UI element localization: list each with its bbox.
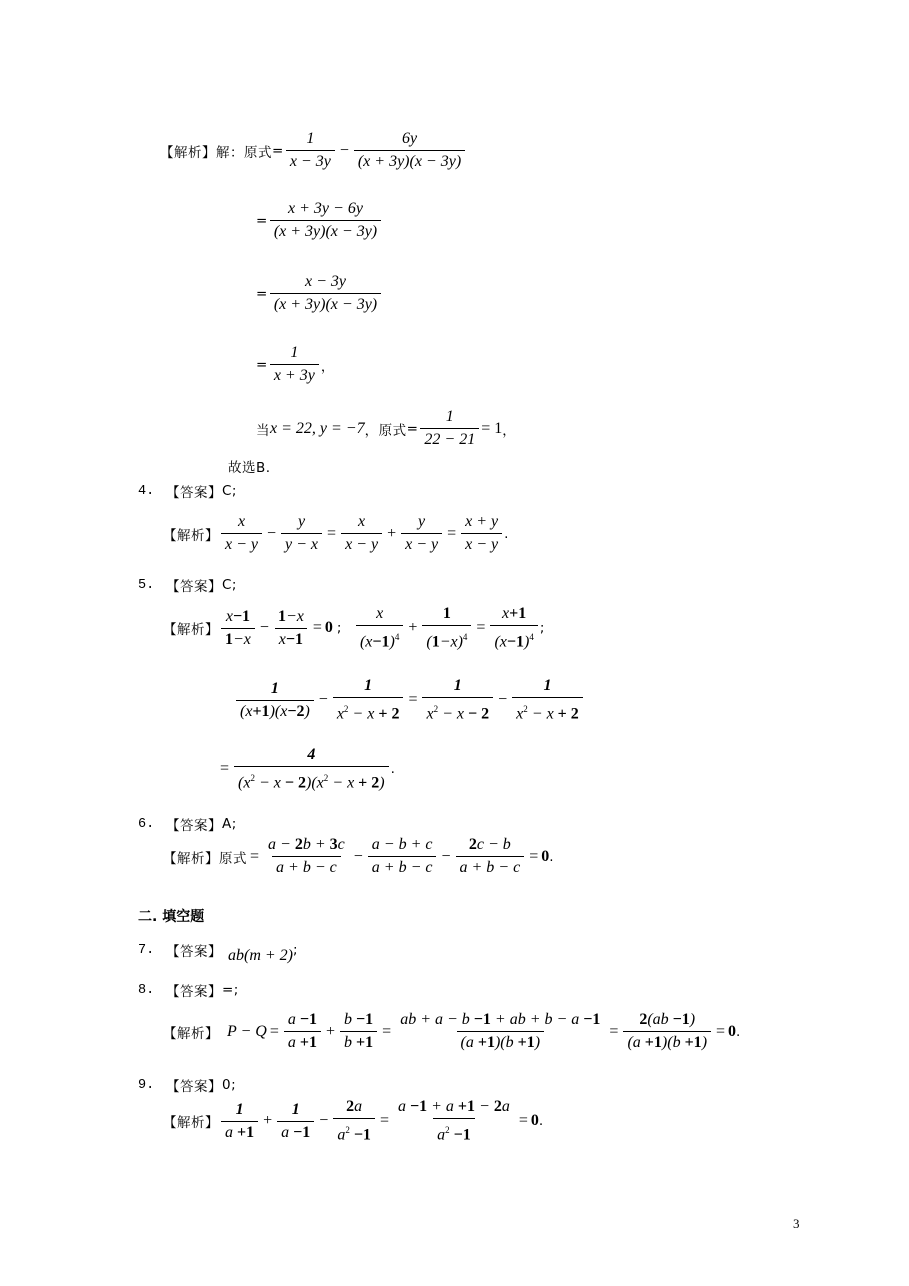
fraction: $\frac{a -1}{a +1}$	[284, 1011, 321, 1052]
q9-answer-line: 9. 【答案】 0;	[138, 1077, 237, 1095]
fraction: $\frac{a - b + c}{a + b - c}$	[368, 836, 437, 877]
analysis-label: 【解析】	[160, 144, 216, 161]
fraction: $\frac{x+1}{(x-1)^4}$	[490, 605, 537, 651]
q7-answer-line: 7. 【答案】 ab(m + 2) ;	[138, 942, 299, 964]
fraction: $\frac{2c - b}{a + b - c}$	[456, 836, 525, 877]
question-number: 7.	[138, 942, 155, 958]
section-heading	[138, 906, 204, 926]
page-number: 3	[793, 1216, 800, 1231]
fraction: $\frac{y}{y - x}$	[281, 513, 322, 554]
solution-label: 解：	[216, 144, 244, 161]
q8-analysis: 【解析】 P − Q = $\frac{a -1}{a +1}$ + $\frac{b -1}{b +1}$ = $\frac{ab + a - b -1 + ab + b - a -1}{(a +1)(b +1)}$ = $\frac{2(ab -1)}{(a +1)(b +1)}$ = 0 .	[163, 1011, 741, 1051]
fraction: $\frac{1}{22 - 21}$	[420, 408, 479, 449]
fraction: $\frac{1}{(1-x)^4}$	[422, 605, 471, 651]
fraction: $\frac{4}{(x^2 - x - 2)(x^2 - x + 2)}$	[234, 746, 389, 792]
fraction: $\frac{x - 3y}{(x + 3y)(x - 3y)}$	[270, 273, 381, 314]
fraction: $\frac{b -1}{b +1}$	[340, 1011, 377, 1052]
fraction: $\frac{2a}{a^2 -1}$	[333, 1098, 375, 1144]
q5-analysis-line1: 【解析】 $\frac{x-1}{1-x}$ − $\frac{1-x}{x-1}$ = 0 ; $\frac{x}{(x-1)^4}$ + $\frac{1}{(1-x)^4}$ = $\frac{x+1}{(x-1)^4}$ ;	[163, 605, 545, 651]
fraction: $\frac{1}{x - 3y}$	[286, 130, 335, 171]
fraction: $\frac{2(ab -1)}{(a +1)(b +1)}$	[623, 1011, 711, 1052]
question-number: 5.	[138, 577, 155, 593]
fraction: $\frac{6y}{(x + 3y)(x - 3y)}$	[354, 130, 465, 171]
answer-value: ab(m + 2)	[228, 947, 294, 964]
answer-value: C;	[222, 577, 237, 593]
fraction: $\frac{1}{x^2 - x + 2}$	[512, 677, 583, 723]
q3-substitution: 当 x = 22, y = −7 ， 原式 = $\frac{1}{22 - 21}$ = 1 ，	[256, 408, 517, 448]
fraction: $\frac{1}{(x+1)(x-2)}$	[236, 680, 314, 721]
fraction: $\frac{x-1}{1-x}$	[221, 608, 255, 649]
q3-analysis-line1: 【解析】 解： 原式 = $\frac{1}{x - 3y}$ − $\frac{6y}{(x + 3y)(x - 3y)}$	[160, 130, 467, 171]
fraction: $\frac{y}{x - y}$	[401, 513, 442, 554]
fraction: $\frac{a - 2b + 3c}{a + b - c}$	[268, 836, 345, 876]
fraction: $\frac{1}{x^2 - x + 2}$	[333, 677, 404, 723]
fraction: $\frac{a -1 + a +1 - 2a}{a^2 -1}$	[397, 1098, 510, 1144]
fraction: $\frac{ab + a - b -1 + ab + b - a -1}{(a +1)(b +1)}$	[400, 1011, 601, 1051]
fraction: $\frac{x}{(x-1)^4}$	[356, 605, 403, 651]
original-expression-label: 原式	[244, 144, 272, 161]
question-number: 6.	[138, 816, 155, 832]
question-number: 8.	[138, 982, 155, 998]
q5-analysis-line3: = $\frac{4}{(x^2 - x - 2)(x^2 - x + 2)}$ .	[220, 746, 396, 792]
q4-answer-line: 4. 【答案】 C;	[138, 483, 237, 501]
fraction: $\frac{x}{x - y}$	[221, 513, 262, 554]
q4-analysis: 【解析】 $\frac{x}{x - y}$ − $\frac{y}{y - x}$ = $\frac{x}{x - y}$ + $\frac{y}{x - y}$ = $\frac{x + y}{x - y}$ .	[163, 513, 509, 553]
q6-analysis: 【解析】 原式 = $\frac{a - 2b + 3c}{a + b - c}$ − $\frac{a - b + c}{a + b - c}$ − $\frac{2c - b}{a + b - c}$ = 0 .	[163, 836, 555, 876]
when-label: 当	[256, 422, 270, 439]
fraction: $\frac{1}{x^2 - x - 2}$	[422, 677, 493, 723]
q5-answer-line: 5. 【答案】 C;	[138, 577, 237, 595]
fraction: $\frac{x}{x - y}$	[341, 513, 382, 554]
fraction: $\frac{1}{x + 3y}$	[270, 344, 319, 385]
q9-analysis: 【解析】 $\frac{1}{a +1}$ + $\frac{1}{a -1}$ − $\frac{2a}{a^2 -1}$ = $\frac{a -1 + a +1 - 2a}{a^2 -1}$ = 0 .	[163, 1098, 544, 1144]
section-title: 二. 填空题	[138, 909, 205, 925]
fraction: $\frac{1}{a +1}$	[221, 1101, 258, 1142]
answer-value: 0;	[222, 1077, 237, 1093]
question-number: 9.	[138, 1077, 155, 1093]
result: = 1	[481, 419, 503, 437]
condition: x = 22, y = −7	[270, 419, 365, 437]
q3-step3: = $\frac{x - 3y}{(x + 3y)(x - 3y)}$	[256, 273, 383, 314]
choice-text: 故选B.	[228, 460, 271, 476]
answer-value: C;	[222, 483, 237, 499]
fraction: $\frac{1-x}{x-1}$	[274, 608, 308, 649]
answer-value: A;	[222, 816, 237, 832]
answer-value: =;	[222, 982, 239, 998]
question-number: 4.	[138, 483, 155, 499]
q3-step4: = $\frac{1}{x + 3y}$ ，	[256, 344, 335, 384]
q5-analysis-line2: $\frac{1}{(x+1)(x-2)}$ − $\frac{1}{x^2 - x + 2}$ = $\frac{1}{x^2 - x - 2}$ − $\frac{1}{x^2 - x + 2}$	[234, 677, 585, 723]
q6-answer-line: 6. 【答案】 A;	[138, 816, 237, 834]
q3-step2: = $\frac{x + 3y - 6y}{(x + 3y)(x - 3y)}$	[256, 200, 383, 241]
fraction: $\frac{1}{a -1}$	[277, 1101, 314, 1142]
fraction: $\frac{x + y}{x - y}$	[461, 513, 502, 554]
q3-conclusion	[228, 456, 271, 476]
q8-answer-line: 8. 【答案】 =;	[138, 982, 239, 1000]
fraction: $\frac{x + 3y - 6y}{(x + 3y)(x - 3y)}$	[270, 200, 381, 241]
